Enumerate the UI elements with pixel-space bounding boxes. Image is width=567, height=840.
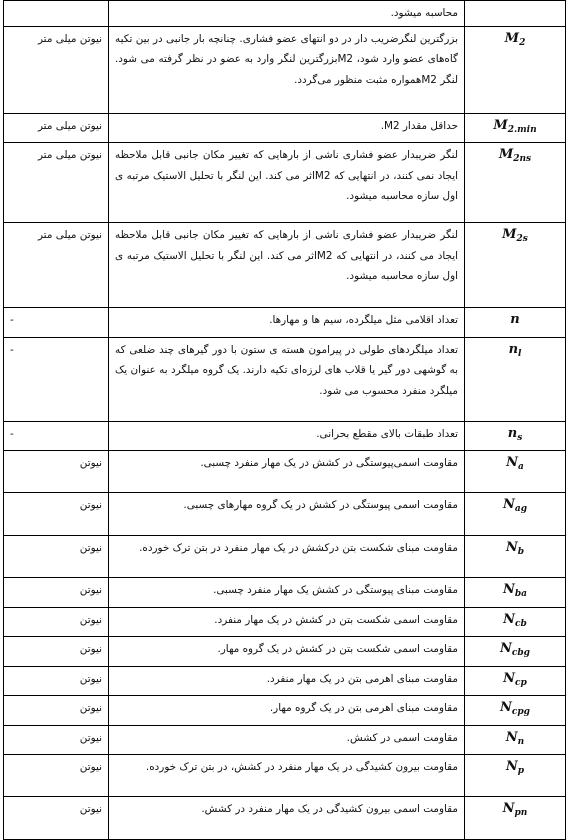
symbol-subscript: pn [514, 808, 528, 818]
unit-cell: نیوتن [4, 607, 109, 637]
description-cell: مقاومت بیرون کشیدگی در یک مهار منفرد در کشش، در بتن ترک خورده. [109, 755, 465, 797]
symbols-table [3, 0, 566, 840]
table-row [4, 755, 566, 797]
symbol-main: M [504, 30, 520, 46]
description-cell: مقاومت اسمی شکست بتن در کشش در یک مهار منفرد. [109, 607, 465, 637]
description-cell: لنگر ضریبدار عضو فشاری ناشی از بارهایی که تغییر مکان جانبی قابل ملاحظه ایجاد نمی کنند، در انتهایی که M2اثر می کند. این لنگر با تحلیل الاستیک مرتبه ی اول سازه محاسبه میشود. [109, 143, 465, 223]
table-row [4, 637, 566, 667]
symbol-main: M [502, 227, 517, 242]
table-row [4, 337, 566, 421]
table-row [4, 666, 566, 696]
description-cell: تعداد میلگردهای طولی در پیرامون هسته ی ستون با دور گیرهای چند ضلعی که به گوشهی دور گیر یا قلاب های لرزه‌ای تکیه دارند. یک گروه میلگرد به عنوان یک میلگرد منفرد محسوب می شود. [109, 337, 465, 421]
unit-cell [4, 1, 109, 27]
description-cell: مقاومت اسمی شکست بتن در کشش در یک گروه مهار. [109, 637, 465, 667]
symbol-main: M [498, 147, 514, 162]
symbol-main: N [503, 611, 516, 627]
table-row [4, 1, 566, 27]
symbol-main: N [505, 540, 518, 555]
symbol-main: N [505, 729, 518, 745]
description-cell: مقاومت اسمی‌پیوستگی در کشش در یک مهار منفرد چسبی. [109, 451, 465, 493]
description-cell: مقاومت مبنای اهرمی بتن در یک مهار منفرد. [109, 666, 465, 696]
table-row [4, 607, 566, 637]
symbol-cell [465, 223, 566, 308]
symbol-subscript: 2.min [507, 124, 537, 135]
symbol-subscript: b [517, 547, 525, 557]
table-row [4, 26, 566, 113]
symbol-cell [465, 725, 566, 755]
unit-cell: نیوتن [4, 493, 109, 536]
symbol-cell [465, 26, 566, 113]
symbol-subscript: a [518, 462, 524, 472]
symbol-subscript: p [517, 766, 525, 776]
symbol-cell [465, 607, 566, 637]
description-cell: مقاومت مبنای شکست بتن درکشش در یک مهار منفرد در بتن ترک خورده. [109, 536, 465, 578]
table-row [4, 725, 566, 755]
symbol-cell [465, 666, 566, 696]
unit-cell: - [4, 421, 109, 451]
symbols-table-body [4, 1, 566, 840]
symbol-subscript: ba [514, 589, 527, 599]
symbol-main: N [502, 801, 515, 816]
symbol-main: N [506, 455, 519, 470]
symbol-cell [465, 451, 566, 493]
symbol-subscript: cb [515, 618, 527, 629]
symbol-subscript: n [517, 736, 525, 747]
symbol-main: n [507, 425, 518, 441]
symbol-cell [465, 536, 566, 578]
symbol-cell [465, 337, 566, 421]
unit-cell: نیوتن میلی متر [4, 223, 109, 308]
symbol-main: n [510, 312, 520, 327]
table-row [4, 113, 566, 143]
description-cell: مقاومت اسمی بیرون کشیدگی در یک مهار منفرد در کشش. [109, 797, 465, 840]
unit-cell: - [4, 308, 109, 338]
symbol-cell [465, 755, 566, 797]
table-row [4, 493, 566, 536]
table-row [4, 451, 566, 493]
symbol-subscript: s [517, 432, 523, 443]
unit-cell: - [4, 337, 109, 421]
table-row [4, 143, 566, 223]
description-cell: حداقل مقدار M2. [109, 113, 465, 143]
table-row [4, 308, 566, 338]
unit-cell: نیوتن [4, 797, 109, 840]
unit-cell: نیوتن [4, 578, 109, 608]
description-cell: مقاومت اسمی پیوستگی در کشش در یک گروه مهارهای چسبی. [109, 493, 465, 536]
description-cell: تعداد اقلامی مثل میلگرده، سیم ها و مهارها. [109, 308, 465, 338]
unit-cell: نیوتن [4, 451, 109, 493]
description-cell: مقاومت مبنای اهرمی بتن در یک گروه مهار. [109, 696, 465, 726]
symbol-cell [465, 1, 566, 27]
unit-cell: نیوتن [4, 696, 109, 726]
symbol-cell [465, 578, 566, 608]
symbol-cell [465, 308, 566, 338]
symbol-subscript: 2ns [513, 154, 532, 164]
symbol-main: n [508, 341, 519, 357]
unit-cell: نیوتن [4, 637, 109, 667]
symbol-subscript: l [518, 348, 522, 359]
symbol-cell [465, 797, 566, 840]
symbol-subscript: cp [515, 677, 527, 688]
symbol-subscript: cbg [511, 648, 530, 658]
symbol-cell [465, 637, 566, 667]
unit-cell: نیوتن میلی متر [4, 143, 109, 223]
symbol-main: N [500, 641, 512, 656]
table-row [4, 578, 566, 608]
symbol-main: N [503, 670, 516, 686]
table-row [4, 696, 566, 726]
unit-cell: نیوتن [4, 755, 109, 797]
description-cell: لنگر ضریبدار عضو فشاری ناشی از بارهایی که تغییر مکان جانبی قابل ملاحظه ایجاد می کنند، در انتهایی که M2اثر می کند. این لنگر با تحلیل الاستیک مرتبه ی اول سازه محاسبه میشود. [109, 223, 465, 308]
symbol-cell [465, 143, 566, 223]
unit-cell: نیوتن میلی متر [4, 113, 109, 143]
symbol-cell [465, 421, 566, 451]
symbol-subscript: ag [514, 504, 527, 514]
description-cell: مقاومت اسمی در کشش. [109, 725, 465, 755]
table-row [4, 797, 566, 840]
symbol-cell [465, 493, 566, 536]
symbol-main: M [493, 117, 508, 133]
table-row [4, 421, 566, 451]
symbol-main: N [502, 582, 515, 597]
symbol-main: N [500, 700, 512, 715]
table-row [4, 223, 566, 308]
unit-cell: نیوتن [4, 536, 109, 578]
description-cell: مقاومت مبنای پیوستگی در کشش یک مهار منفرد چسبی. [109, 578, 465, 608]
symbol-subscript: 2 [519, 37, 526, 48]
description-cell: تعداد طبقات بالای مقطع بحرانی. [109, 421, 465, 451]
symbol-main: N [505, 759, 518, 774]
symbol-cell [465, 696, 566, 726]
unit-cell: نیوتن میلی متر [4, 26, 109, 113]
symbol-cell [465, 113, 566, 143]
description-cell: محاسبه میشود. [109, 1, 465, 27]
unit-cell: نیوتن [4, 725, 109, 755]
symbol-subscript: cpg [511, 707, 530, 717]
symbol-subscript: 2s [516, 234, 528, 244]
symbol-main: N [502, 497, 515, 512]
unit-cell: نیوتن [4, 666, 109, 696]
table-row [4, 536, 566, 578]
description-cell: بزرگترین لنگرضریب دار در دو انتهای عضو فشاری. چنانچه بار جانبی در بین تکیه گاه‌های عضو وارد شود، M2بزرگترین لنگر وارد به عضو در نظر گرفته می شود. لنگر M2همواره مثبت منظور می‌گردد. [109, 26, 465, 113]
